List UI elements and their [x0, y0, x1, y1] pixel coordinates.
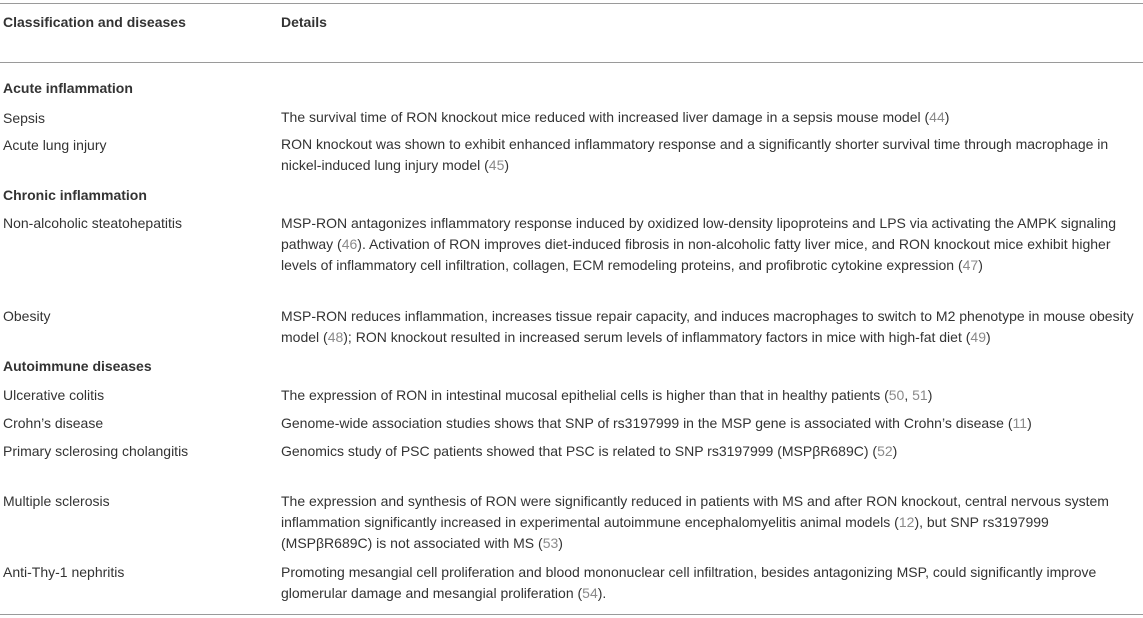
disease-acute-lung-injury: Acute lung injury [3, 137, 107, 153]
detail-text: ) [892, 443, 898, 459]
detail-text: ). [597, 585, 607, 601]
citation-ref[interactable]: 51 [912, 387, 928, 403]
citation-ref[interactable]: 50 [888, 387, 905, 403]
disease-ulcerative-colitis: Ulcerative colitis [3, 387, 105, 403]
citation-ref[interactable]: 52 [877, 443, 893, 459]
details-psc [281, 441, 1139, 462]
section-acute-inflammation: Acute inflammation [3, 80, 133, 96]
citation-ref[interactable]: 12 [898, 514, 915, 530]
detail-text: ); RON knockout resulted in increased serum levels of inflammatory factors in mice with high-fat diet ( [343, 329, 971, 345]
details-sepsis [281, 107, 1139, 128]
details-nash [281, 213, 1139, 276]
citation-ref[interactable]: 54 [582, 585, 598, 601]
citation-ref[interactable]: 11 [1012, 415, 1028, 431]
detail-text: Genomics study of PSC patients showed that PSC is related to SNP rs3197999 (MSPβR689C) ( [281, 443, 878, 459]
citation-ref[interactable]: 48 [327, 329, 344, 345]
detail-text: ), but SNP rs3197999 (MSPβR689C) is not associated with MS ( [281, 514, 1049, 551]
section-chronic-inflammation: Chronic inflammation [3, 187, 147, 203]
details-multiple-sclerosis [281, 491, 1139, 554]
header-rule [0, 62, 1143, 63]
detail-text: ) [927, 387, 933, 403]
header-details: Details [281, 14, 327, 30]
disease-multiple-sclerosis: Multiple sclerosis [3, 493, 110, 509]
citation-ref[interactable]: 49 [970, 329, 986, 345]
disease-crohns: Crohn’s disease [3, 415, 104, 431]
citation-ref[interactable]: 53 [542, 535, 559, 551]
disease-nash: Non-alcoholic steatohepatitis [3, 215, 182, 231]
detail-text: MSP-RON antagonizes inflammatory response induced by oxidized low-density lipoproteins and LPS via activating the AMPK signaling pathway ( [281, 215, 1116, 252]
citation-ref[interactable]: 45 [488, 157, 505, 173]
detail-text: RON knockout was shown to exhibit enhanced inflammatory response and a significantly shorter survival time through macrophage in nickel-induced lung injury model ( [281, 136, 1109, 173]
disease-obesity: Obesity [3, 308, 51, 324]
detail-text: ) [504, 157, 510, 173]
detail-text: The survival time of RON knockout mice reduced with increased liver damage in a sepsis mouse model ( [281, 109, 930, 125]
detail-text: The expression of RON in intestinal mucosal epithelial cells is higher than that in healthy patients ( [281, 387, 889, 403]
detail-text: Promoting mesangial cell proliferation and blood mononuclear cell infiltration, besides antagonizing MSP, could significantly improve glomerular damage and mesangial proliferation ( [281, 564, 1097, 601]
section-autoimmune-diseases: Autoimmune diseases [3, 358, 152, 374]
detail-text: ) [558, 535, 563, 551]
detail-text: MSP-RON reduces inflammation, increases tissue repair capacity, and induces macrophages to switch to M2 phenotype in mouse obesity model ( [281, 308, 1134, 345]
details-obesity [281, 306, 1139, 348]
citation-ref[interactable]: 44 [929, 109, 945, 125]
citation-ref[interactable]: 47 [962, 257, 979, 273]
disease-sepsis: Sepsis [3, 110, 46, 126]
detail-text: Genome-wide association studies shows that SNP of rs3197999 in the MSP gene is associated with Crohn’s disease ( [281, 415, 1013, 431]
detail-text: ) [978, 257, 983, 273]
detail-text: The expression and synthesis of RON were significantly reduced in patients with MS and after RON knockout, central nervous system inflammation significantly increased in experimental autoimmune encephalomyelitis animal models ( [281, 493, 1109, 530]
disease-psc: Primary sclerosing cholangitis [3, 443, 189, 459]
table-top-rule [0, 3, 1143, 4]
detail-text: ) [985, 329, 991, 345]
citation-ref[interactable]: 46 [341, 236, 358, 252]
detail-text: ) [1027, 415, 1032, 431]
details-crohns [281, 413, 1139, 434]
details-anti-thy1-nephritis [281, 562, 1139, 604]
details-ulcerative-colitis [281, 385, 1139, 406]
details-acute-lung-injury [281, 134, 1139, 176]
detail-text: ). Activation of RON improves diet-induced fibrosis in non-alcoholic fatty liver mice, and RON knockout mice exhibit higher levels of inflammatory cell infiltration, collagen, ECM remodeling proteins, and profibrotic cytokine expression ( [281, 236, 1111, 273]
detail-text: , [904, 387, 913, 403]
header-classification: Classification and diseases [3, 14, 186, 30]
disease-anti-thy1-nephritis: Anti-Thy-1 nephritis [3, 564, 125, 580]
detail-text: ) [944, 109, 950, 125]
table-bottom-rule [0, 614, 1143, 615]
